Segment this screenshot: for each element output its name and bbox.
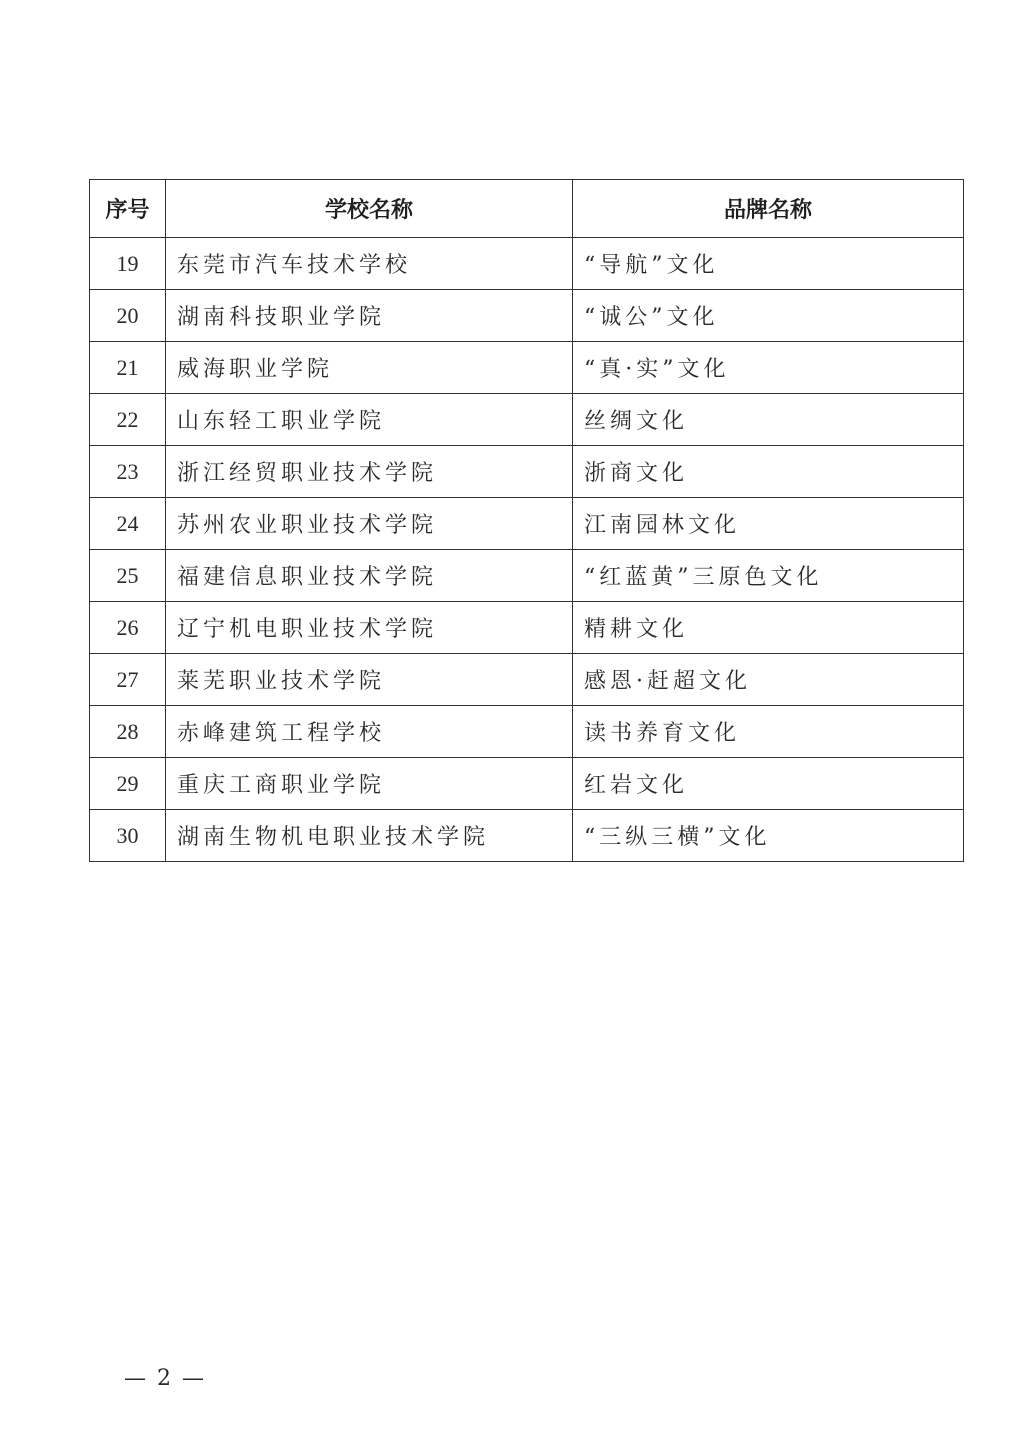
cell-school: 莱芜职业技术学院: [166, 654, 573, 706]
table-row: [90, 758, 964, 810]
table-row: [90, 654, 964, 706]
cell-brand: 江南园林文化: [573, 498, 964, 550]
cell-brand: 红岩文化: [573, 758, 964, 810]
cell-seq: 21: [90, 342, 166, 394]
cell-school: 东莞市汽车技术学校: [166, 238, 573, 290]
cell-brand: 读书养育文化: [573, 706, 964, 758]
table-row: [90, 706, 964, 758]
table-body: [90, 238, 964, 862]
cell-school: 辽宁机电职业技术学院: [166, 602, 573, 654]
cell-school: 山东轻工职业学院: [166, 394, 573, 446]
cell-school: 苏州农业职业技术学院: [166, 498, 573, 550]
cell-seq: 26: [90, 602, 166, 654]
table-row: [90, 290, 964, 342]
cell-seq: 19: [90, 238, 166, 290]
cell-seq: 24: [90, 498, 166, 550]
cell-brand: “三纵三横”文化: [573, 810, 964, 862]
table-row: [90, 342, 964, 394]
cell-seq: 29: [90, 758, 166, 810]
cell-seq: 23: [90, 446, 166, 498]
cell-brand: “真·实”文化: [573, 342, 964, 394]
header-school: 学校名称: [166, 180, 573, 238]
cell-brand: “导航”文化: [573, 238, 964, 290]
cell-seq: 27: [90, 654, 166, 706]
table-row: [90, 602, 964, 654]
table-row: [90, 810, 964, 862]
table-row: [90, 394, 964, 446]
cell-seq: 20: [90, 290, 166, 342]
header-seq: 序号: [90, 180, 166, 238]
header-row: [90, 180, 964, 238]
cell-seq: 22: [90, 394, 166, 446]
cell-brand: “红蓝黄”三原色文化: [573, 550, 964, 602]
cell-brand: 精耕文化: [573, 602, 964, 654]
cell-brand: “诚公”文化: [573, 290, 964, 342]
cell-seq: 25: [90, 550, 166, 602]
table-header: [90, 180, 964, 238]
cell-school: 赤峰建筑工程学校: [166, 706, 573, 758]
cell-seq: 28: [90, 706, 166, 758]
table-row: [90, 498, 964, 550]
page-number: — 2 —: [124, 1366, 206, 1391]
brand-table: [89, 179, 964, 862]
cell-school: 湖南科技职业学院: [166, 290, 573, 342]
cell-school: 重庆工商职业学院: [166, 758, 573, 810]
cell-school: 浙江经贸职业技术学院: [166, 446, 573, 498]
header-brand: 品牌名称: [573, 180, 964, 238]
table-row: [90, 238, 964, 290]
cell-brand: 丝绸文化: [573, 394, 964, 446]
cell-school: 威海职业学院: [166, 342, 573, 394]
cell-seq: 30: [90, 810, 166, 862]
table-row: [90, 550, 964, 602]
table-row: [90, 446, 964, 498]
cell-brand: 感恩·赶超文化: [573, 654, 964, 706]
cell-school: 福建信息职业技术学院: [166, 550, 573, 602]
cell-brand: 浙商文化: [573, 446, 964, 498]
cell-school: 湖南生物机电职业技术学院: [166, 810, 573, 862]
